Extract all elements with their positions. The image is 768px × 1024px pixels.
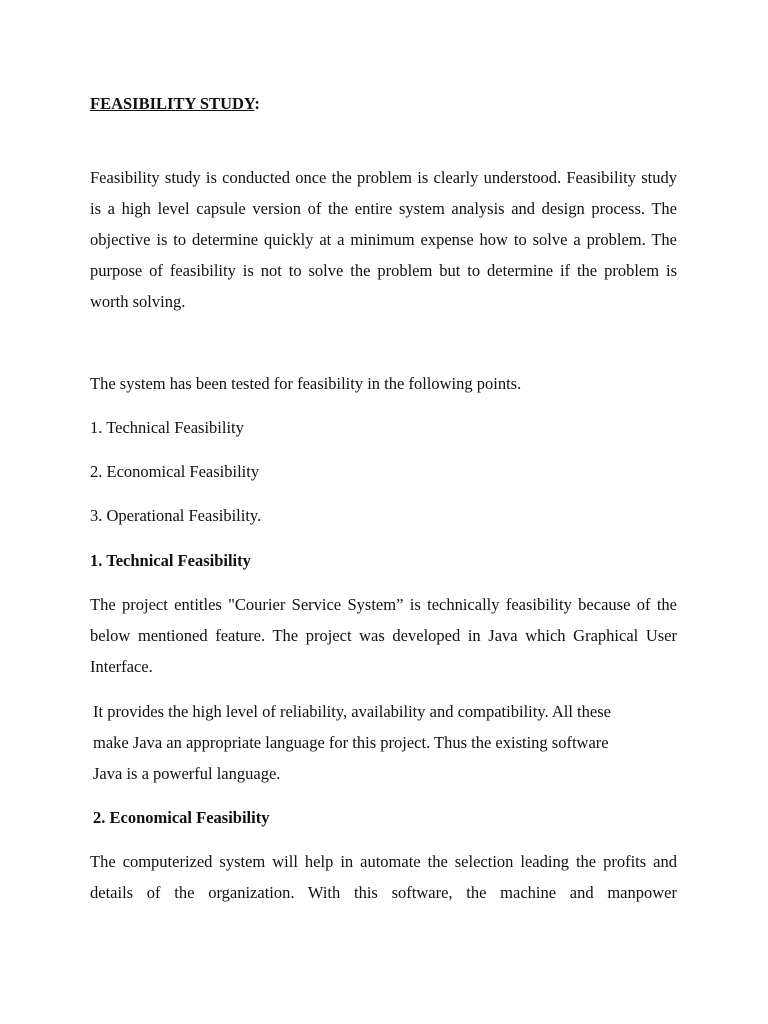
- technical-feasibility-heading: 1. Technical Feasibility: [90, 551, 251, 570]
- point-item-economical: 2. Economical Feasibility: [90, 462, 260, 481]
- technical-paragraph-1: The project entitles "Courier Service System” is technically feasibility because of the below mentioned feature. The project was developed in Java which Graphical User Interface.: [90, 595, 677, 676]
- section-title: [90, 88, 260, 119]
- tested-intro-text: The system has been tested for feasibility in the following points.: [90, 374, 522, 393]
- economical-feasibility-heading: 2. Economical Feasibility: [93, 808, 270, 827]
- economical-paragraph-1: The computerized system will help in automate the selection leading the profits and details of the organization. With this software, the machine and manpower: [90, 852, 677, 902]
- section-title-text: FEASIBILITY STUDY: [90, 94, 255, 113]
- technical-paragraph-2: It provides the high level of reliability, availability and compatibility. All these make Java an appropriate language for this project. Thus the existing software Java is a powerful language.: [93, 702, 611, 783]
- point-item-technical: 1. Technical Feasibility: [90, 418, 244, 437]
- point-item-operational: 3. Operational Feasibility.: [90, 506, 262, 525]
- intro-paragraph: Feasibility study is conducted once the problem is clearly understood. Feasibility study is a high level capsule version of the entire system analysis and design process. The objective is to determine quickly at a minimum expense how to solve a problem. The purpose of feasibility is not to solve the problem but to determine if the problem is worth solving.: [90, 168, 677, 311]
- section-title-colon: :: [254, 94, 260, 113]
